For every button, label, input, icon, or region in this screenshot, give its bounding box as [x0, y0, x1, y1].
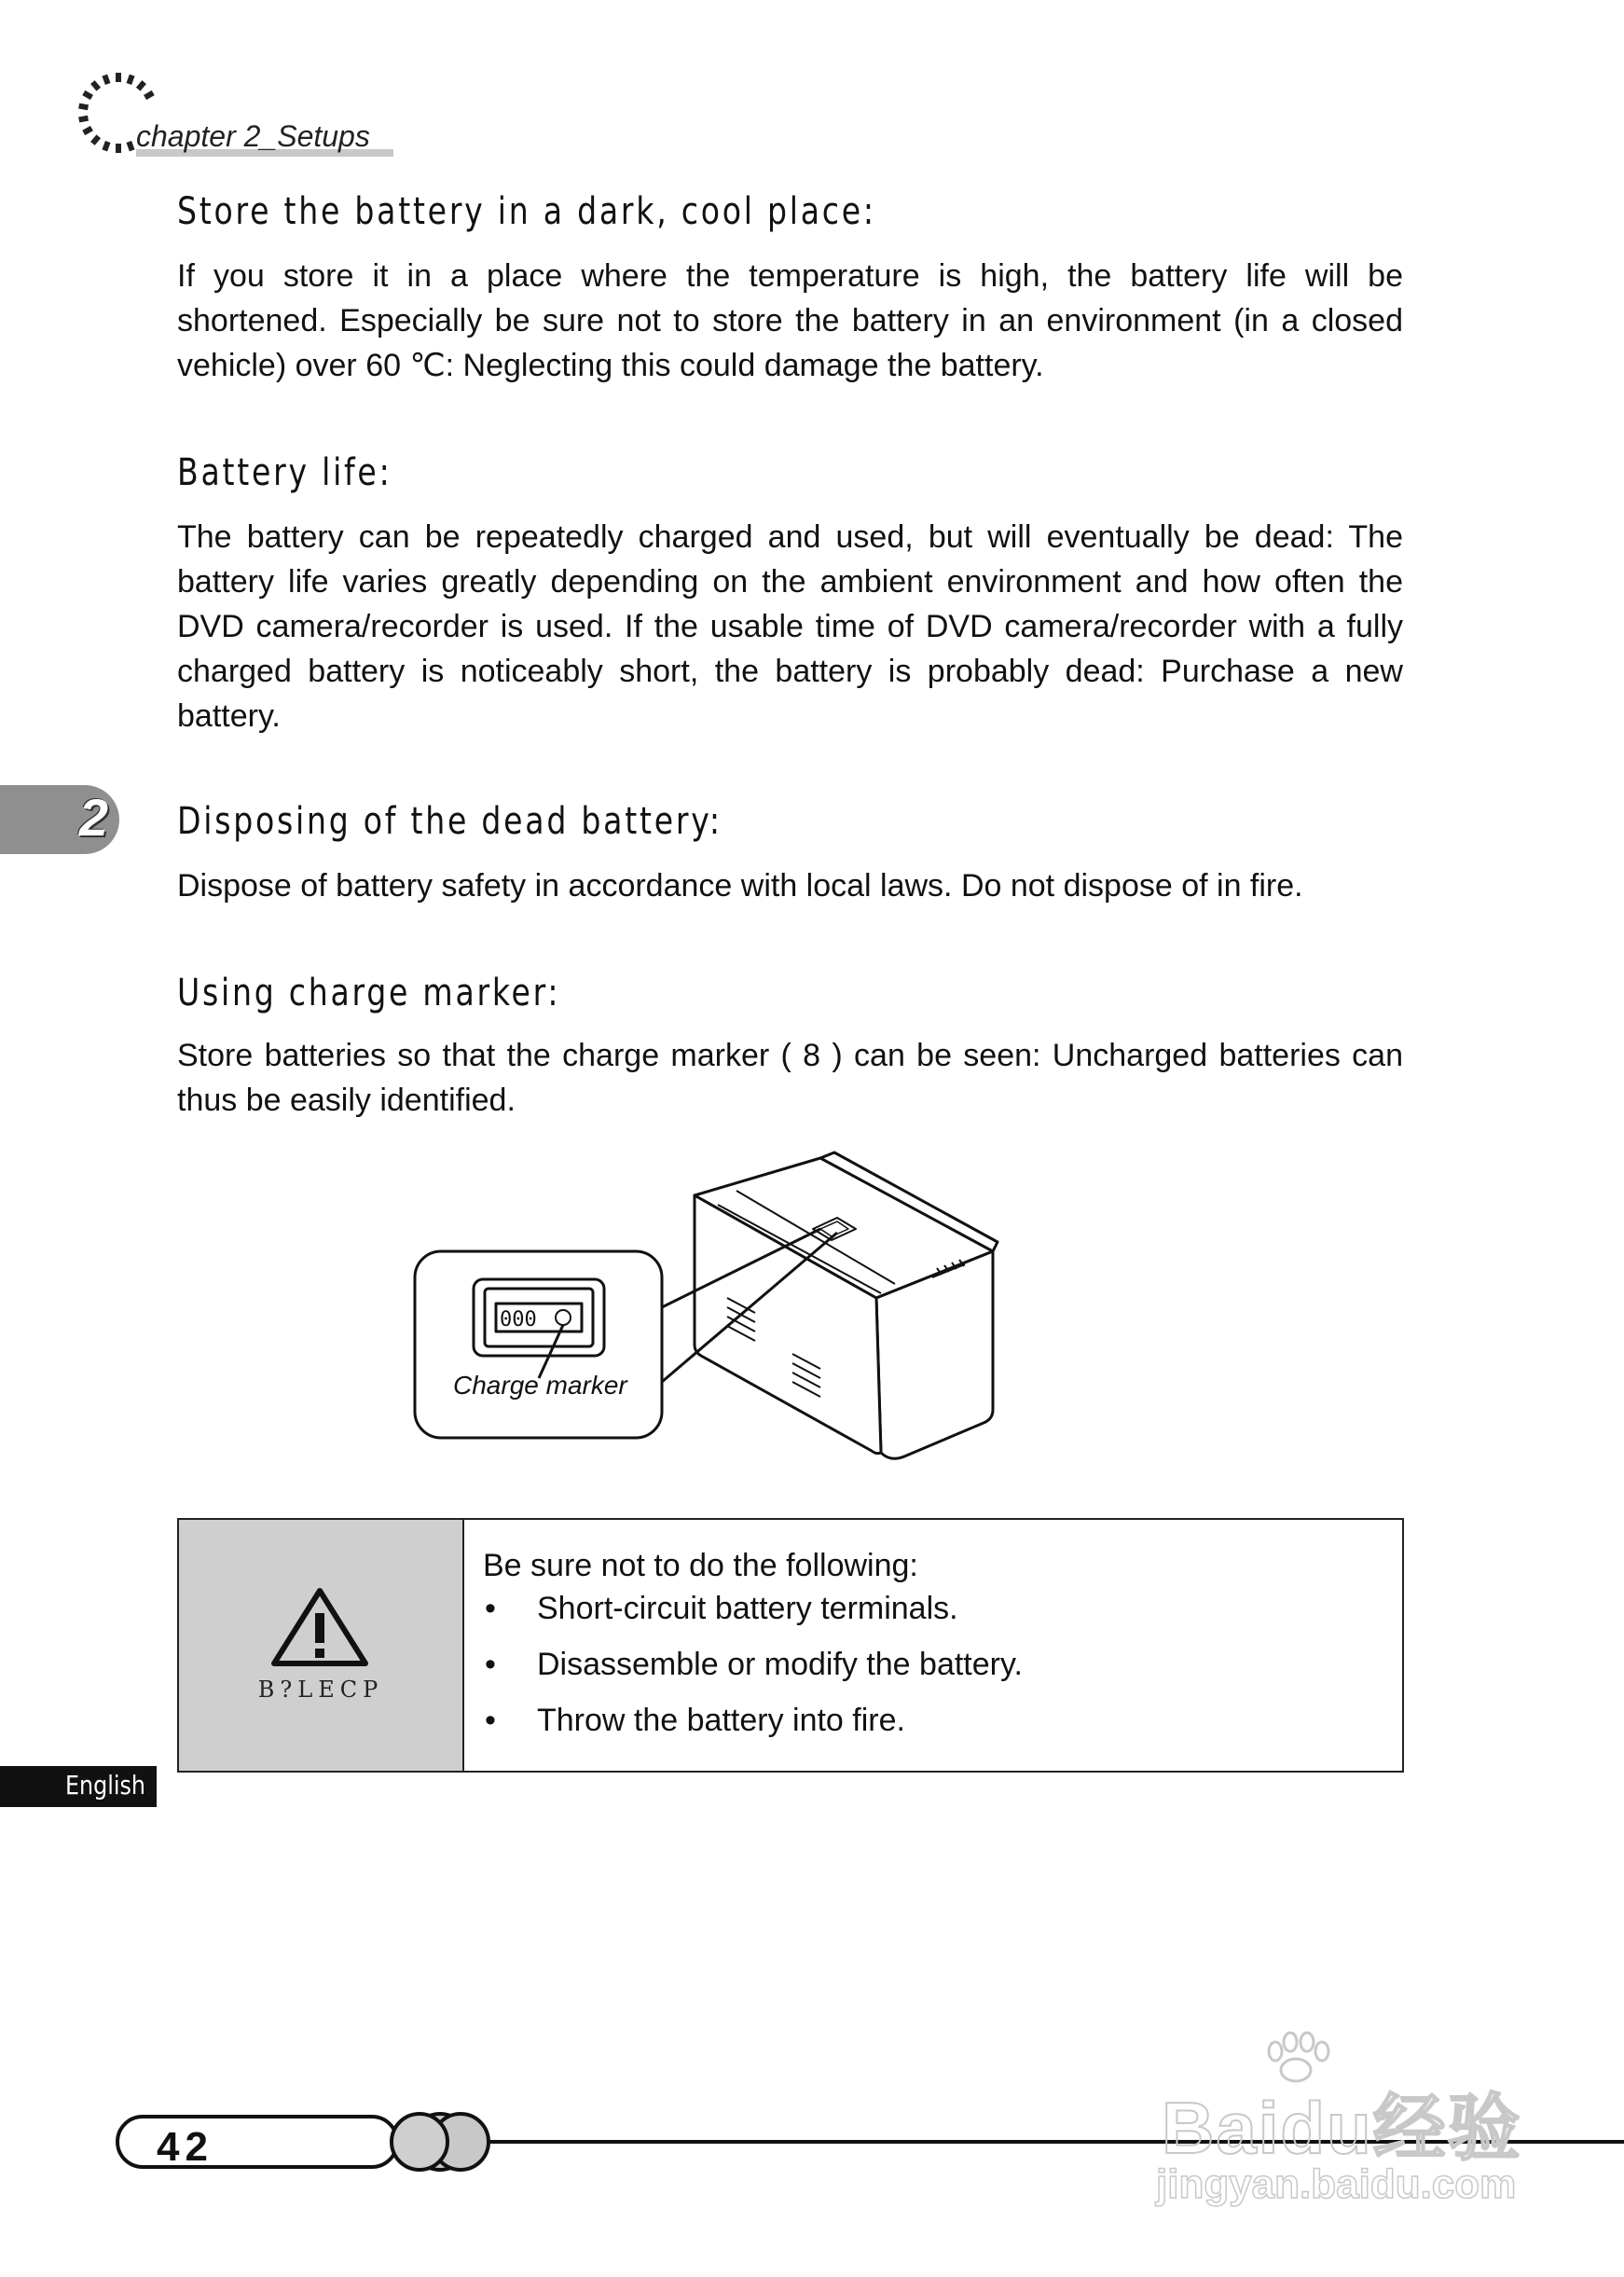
charge-marker-label: Charge marker — [453, 1371, 627, 1400]
bullet-marker: • — [485, 1703, 496, 1738]
caution-intro: Be sure not to do the following: — [483, 1548, 918, 1583]
section-body-battery-life: The battery can be repeatedly charged and used, but will eventually be dead: The battery life varies greatly depending on the ambient environment and how often the DVD camera/recorder is used. If the usable time of DVD camera/recorder with a fully charged battery is noticeably short, the battery is probably dead: Purchase a new battery. — [177, 519, 1403, 734]
section-body-storage: If you store it in a place where the temperature is high, the battery life will be shortened. Especially be sure not to store the battery in an environment (in a closed vehicle) over 60 ℃: Neglecting this could damage the battery. — [177, 258, 1403, 383]
bullet-marker: • — [485, 1591, 496, 1626]
watermark-brand: Baidu经验 — [1162, 2087, 1522, 2169]
page-number: 42 — [157, 2124, 213, 2170]
battery-illustration — [410, 1139, 1044, 1484]
watermark-url: jingyan.baidu.com — [1156, 2161, 1517, 2207]
section-body-charge-marker: Store batteries so that the charge marker ( 8 ) can be seen: Uncharged batteries can thus be easily identified. — [177, 1038, 1403, 1118]
warning-caption: B?LECP — [257, 1677, 384, 1703]
chapter-tab — [0, 785, 119, 854]
bullet-marker: • — [485, 1647, 496, 1682]
section-title-battery-life: Battery life: — [177, 451, 392, 494]
section-title-disposal: Disposing of the dead battery: — [177, 800, 723, 843]
language-label: English — [65, 1770, 145, 1801]
caution-item: Disassemble or modify the battery. — [537, 1647, 1023, 1682]
chapter-tab-number: 2 — [78, 788, 108, 847]
section-title-charge-marker: Using charge marker: — [177, 972, 561, 1014]
language-tab — [0, 1766, 157, 1807]
section-body-disposal: Dispose of battery safety in accordance with local laws. Do not dispose of in fire. — [177, 868, 1303, 904]
section-title-storage: Store the battery in a dark, cool place: — [177, 190, 876, 233]
caution-item: Throw the battery into fire. — [537, 1703, 905, 1738]
chapter-label: chapter 2_Setups — [136, 119, 370, 153]
svg-text:000: 000 — [500, 1308, 537, 1332]
caution-item: Short-circuit battery terminals. — [537, 1591, 958, 1626]
warning-triangle-icon — [268, 1585, 371, 1669]
caution-icon-cell — [179, 1520, 464, 1771]
